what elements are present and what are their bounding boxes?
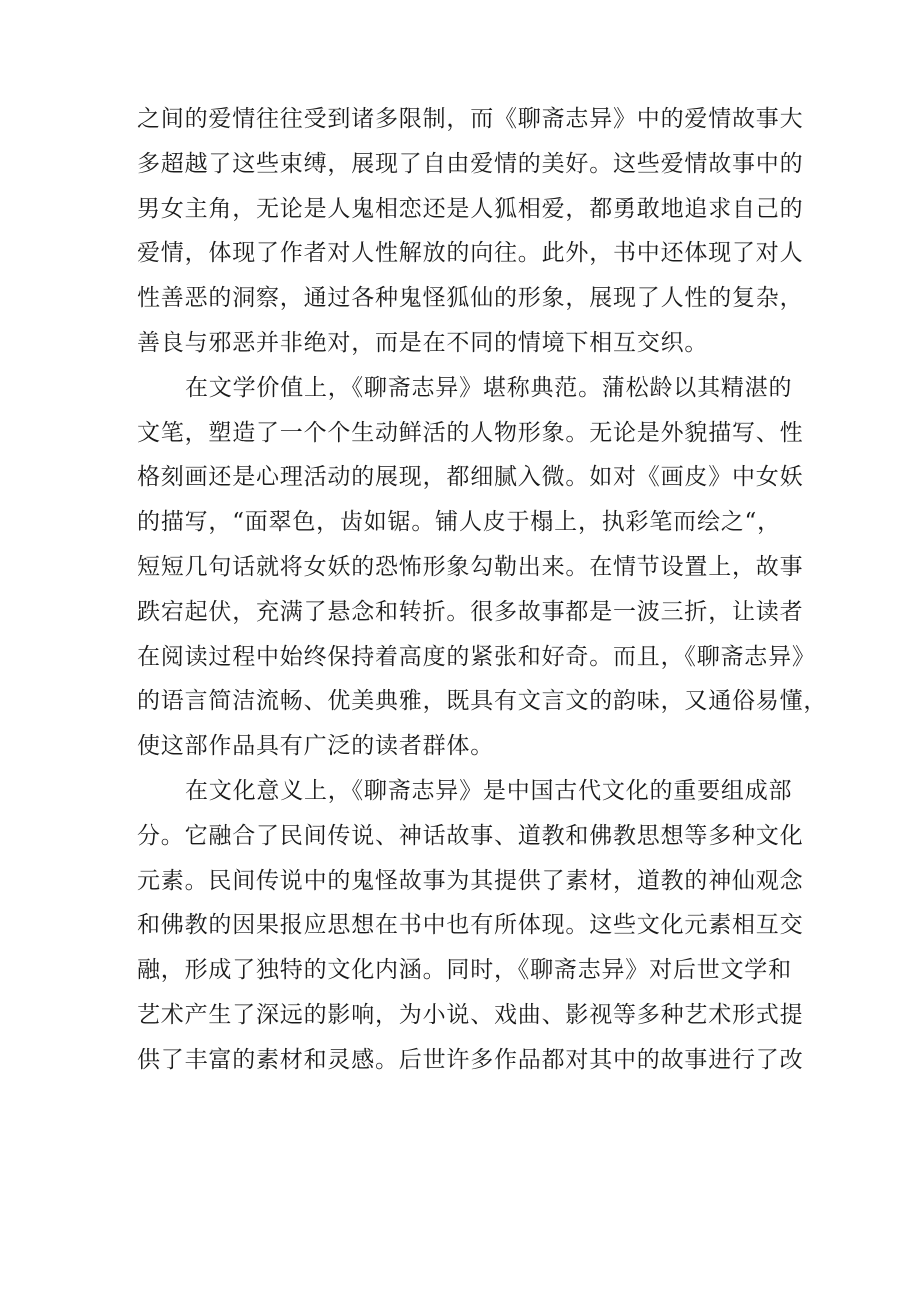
text-line: 爱情，体现了作者对人性解放的向往。此外，书中还体现了对人 bbox=[137, 240, 804, 267]
text-line: 男女主角，无论是人鬼相恋还是人狐相爱，都勇敢地追求自己的 bbox=[137, 195, 804, 222]
text-line: 分。它融合了民间传说、神话故事、道教和佛教思想等多种文化 bbox=[137, 822, 804, 849]
text-line: 善良与邪恶并非绝对，而是在不同的情境下相互交织。 bbox=[137, 329, 709, 356]
text-line: 格刻画还是心理活动的展现，都细腻入微。如对《画皮》中女妖 bbox=[137, 464, 804, 491]
text-line: 融，形成了独特的文化内涵。同时，《聊斋志异》对后世文学和 bbox=[137, 957, 792, 984]
text-line: 艺术产生了深远的影响，为小说、戏曲、影视等多种艺术形式提 bbox=[137, 1001, 804, 1028]
text-line: 多超越了这些束缚，展现了自由爱情的美好。这些爱情故事中的 bbox=[137, 150, 804, 177]
text-line: 元素。民间传说中的鬼怪故事为其提供了素材，道教的神仙观念 bbox=[137, 867, 804, 894]
text-line: 跌宕起伏，充满了悬念和转折。很多故事都是一波三折，让读者 bbox=[137, 598, 804, 625]
text-line: 文笔，塑造了一个个生动鲜活的人物形象。无论是外貌描写、性 bbox=[137, 419, 804, 446]
document-body bbox=[137, 97, 828, 1083]
text-line: 在文学价值上，《聊斋志异》堪称典范。蒲松龄以其精湛的 bbox=[185, 374, 793, 401]
text-line: 短短几句话就将女妖的恐怖形象勾勒出来。在情节设置上，故事 bbox=[137, 553, 804, 580]
text-line: 在阅读过程中始终保持着高度的紧张和好奇。而且，《聊斋志异》 bbox=[137, 643, 816, 670]
text-line: 的描写，“面翠色，齿如锯。铺人皮于榻上，执彩笔而绘之“， bbox=[137, 509, 781, 536]
text-line: 之间的爱情往往受到诸多限制，而《聊斋志异》中的爱情故事大 bbox=[137, 106, 804, 132]
text-line: 的语言简洁流畅、优美典雅，既具有文言文的韵味，又通俗易懂， bbox=[137, 688, 828, 715]
text-line: 和佛教的因果报应思想在书中也有所体现。这些文化元素相互交 bbox=[137, 912, 804, 939]
text-line: 使这部作品具有广泛的读者群体。 bbox=[137, 733, 494, 760]
text-line: 供了丰富的素材和灵感。后世许多作品都对其中的故事进行了改 bbox=[137, 1046, 804, 1073]
text-line: 在文化意义上，《聊斋志异》是中国古代文化的重要组成部 bbox=[185, 777, 793, 804]
text-line: 性善恶的洞察，通过各种鬼怪狐仙的形象，展现了人性的复杂， bbox=[137, 285, 804, 312]
